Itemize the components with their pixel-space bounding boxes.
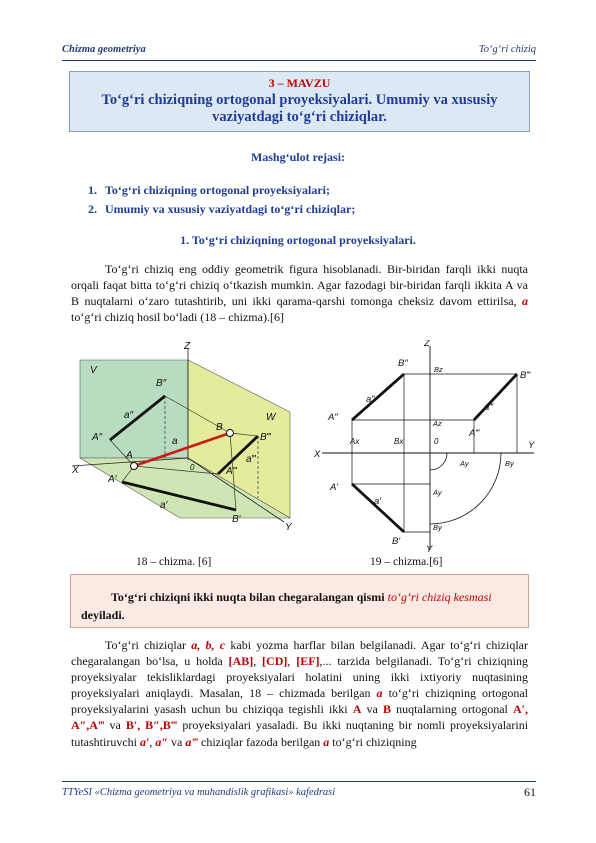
label-v: V (90, 365, 97, 376)
label-z: Z (184, 341, 191, 352)
label-A: A (126, 450, 133, 461)
figure-19 (312, 340, 540, 552)
label-b3: B‴ (260, 432, 271, 443)
label-a3: A‴ (226, 466, 237, 477)
label-b1: B′ (232, 514, 241, 525)
header-left: Chizma geometriya (62, 44, 146, 55)
paragraph-2: To‘g‘ri chiziqlar a, b, c kabi yozma harflar bilan belgilanadi. Agar to‘g‘ri chiziqlar chegaralangan bo‘lsa, u holda [AB], [CD], [EF],... tarzida belgilanadi. To‘g‘ri chiziqning proyeksiyalar tekisliklardagi proyeksiyalari holatini uning ikki ixtiyoriy nuqtasining proyeksiyalari aniqlaydi. Masalan, 18 – chizmada berilgan a to‘g‘ri chiziqning ortogonal proyeksiyalarini yasash uchun bu chiziqqa tegishli ikki A va B nuqtalarning ortogonal A′, A″,A‴ va B′, B″,B‴ proyeksiyalari yasaladi. Bu ikki nuqtaning bir nomli proyeksiyalarini tutashtiruvchi a′, a″ va a‴ chiziqlar fazoda berilgan a to‘g‘ri chiziqning (71, 638, 529, 749)
label-y: Y (285, 522, 292, 530)
page-footer (62, 781, 536, 800)
label-ay2: Ay (433, 488, 442, 497)
label-w: W (266, 412, 276, 423)
label-a3s: a‴ (246, 454, 256, 465)
list-number: 1. (88, 183, 97, 197)
page-number: 61 (524, 785, 536, 799)
label-ay: Ay (460, 459, 469, 468)
page-header (62, 40, 536, 61)
label-b2: B″ (398, 358, 408, 369)
label-B: B (216, 422, 223, 433)
label-a1: A′ (108, 474, 117, 485)
label-b1: B′ (392, 536, 401, 547)
label-b3: B‴ (520, 370, 530, 381)
label-bx: Bx (394, 437, 404, 446)
paragraph-1: To‘g‘ri chiziq eng oddiy geometrik figura hisoblanadi. Bir-biridan farqli ikki nuqta orqali faqat bitta to‘g‘ri chiziq o‘tkazish mumkin. Agar fazodagi bir-biridan farqli ikkita A va B nuqtalarni o‘zaro tutashtirib, uni ikki qarama-qarshi tomonga cheksiz davom ettirilsa, a to‘g‘ri chiziq hosil bo‘ladi (18 – chizma).[6] (71, 262, 528, 325)
label-a2s: a″ (124, 410, 134, 421)
label-o: 0 (434, 437, 439, 446)
line-a1 (352, 484, 404, 532)
label-a2s: a″ (366, 394, 375, 405)
definition-box (70, 574, 529, 628)
label-a1s: a′ (374, 496, 382, 507)
footer-left: TTYeSI «Chizma geometriya va muhandislik grafikasi» kafedrasi (62, 787, 336, 798)
label-a3: A‴ (469, 428, 479, 439)
label-z: Z (424, 340, 430, 349)
label-a1: A′ (330, 482, 339, 493)
topic-title: To‘g‘ri chiziqning ortogonal proyeksiyalari. Umumiy va xususiy vaziyatdagi to‘g‘ri chiziqlar. (101, 92, 498, 125)
plan-title: Mashg‘ulot rejasi: (250, 150, 346, 164)
label-by2: By (433, 523, 442, 532)
label-a2: A″ (92, 432, 103, 443)
label-az: Az (433, 419, 442, 428)
label-a3s: a‴ (484, 402, 493, 413)
label-b2: B″ (156, 378, 167, 389)
section-title: 1. To‘g‘ri chiziqning ortogonal proyeksiyalari. (180, 233, 416, 247)
topic-box (69, 71, 530, 132)
list-item: 2. Umumiy va xususiy vaziyatdagi to‘g‘ri chiziqlar; (88, 200, 355, 219)
label-a1s: a′ (160, 500, 168, 511)
label-by: By (505, 459, 514, 468)
topic-number: 3 – MAVZU (268, 76, 331, 90)
label-bz: Bz (434, 365, 443, 374)
plan-list (88, 181, 355, 219)
caption-18: 18 – chizma. [6] (136, 556, 212, 568)
label-x: X (72, 465, 79, 476)
caption-19: 19 – chizma.[6] (370, 556, 443, 568)
label-a: a (172, 436, 178, 447)
label-x: X (314, 449, 321, 460)
list-item: 1. To‘g‘ri chiziqning ortogonal proyeksiyalari; (88, 181, 355, 200)
label-o: 0 (190, 463, 195, 472)
definition-text: To‘g‘ri chiziqni ikki nuqta bilan chegaralangan qismi to‘g‘ri chiziq kesmasi deyiladi. (81, 590, 492, 622)
label-ax: Ax (350, 437, 360, 446)
definition-term: to‘g‘ri chiziq kesmasi (387, 590, 492, 604)
label-a2: A″ (328, 412, 338, 423)
line-a2 (352, 374, 404, 420)
header-right: To‘g‘ri chiziq (478, 44, 536, 55)
label-y: Y (528, 440, 535, 451)
label-y2: Y (426, 544, 433, 552)
figure-18 (70, 340, 300, 530)
line-a3 (474, 374, 517, 420)
list-number: 2. (88, 202, 97, 216)
